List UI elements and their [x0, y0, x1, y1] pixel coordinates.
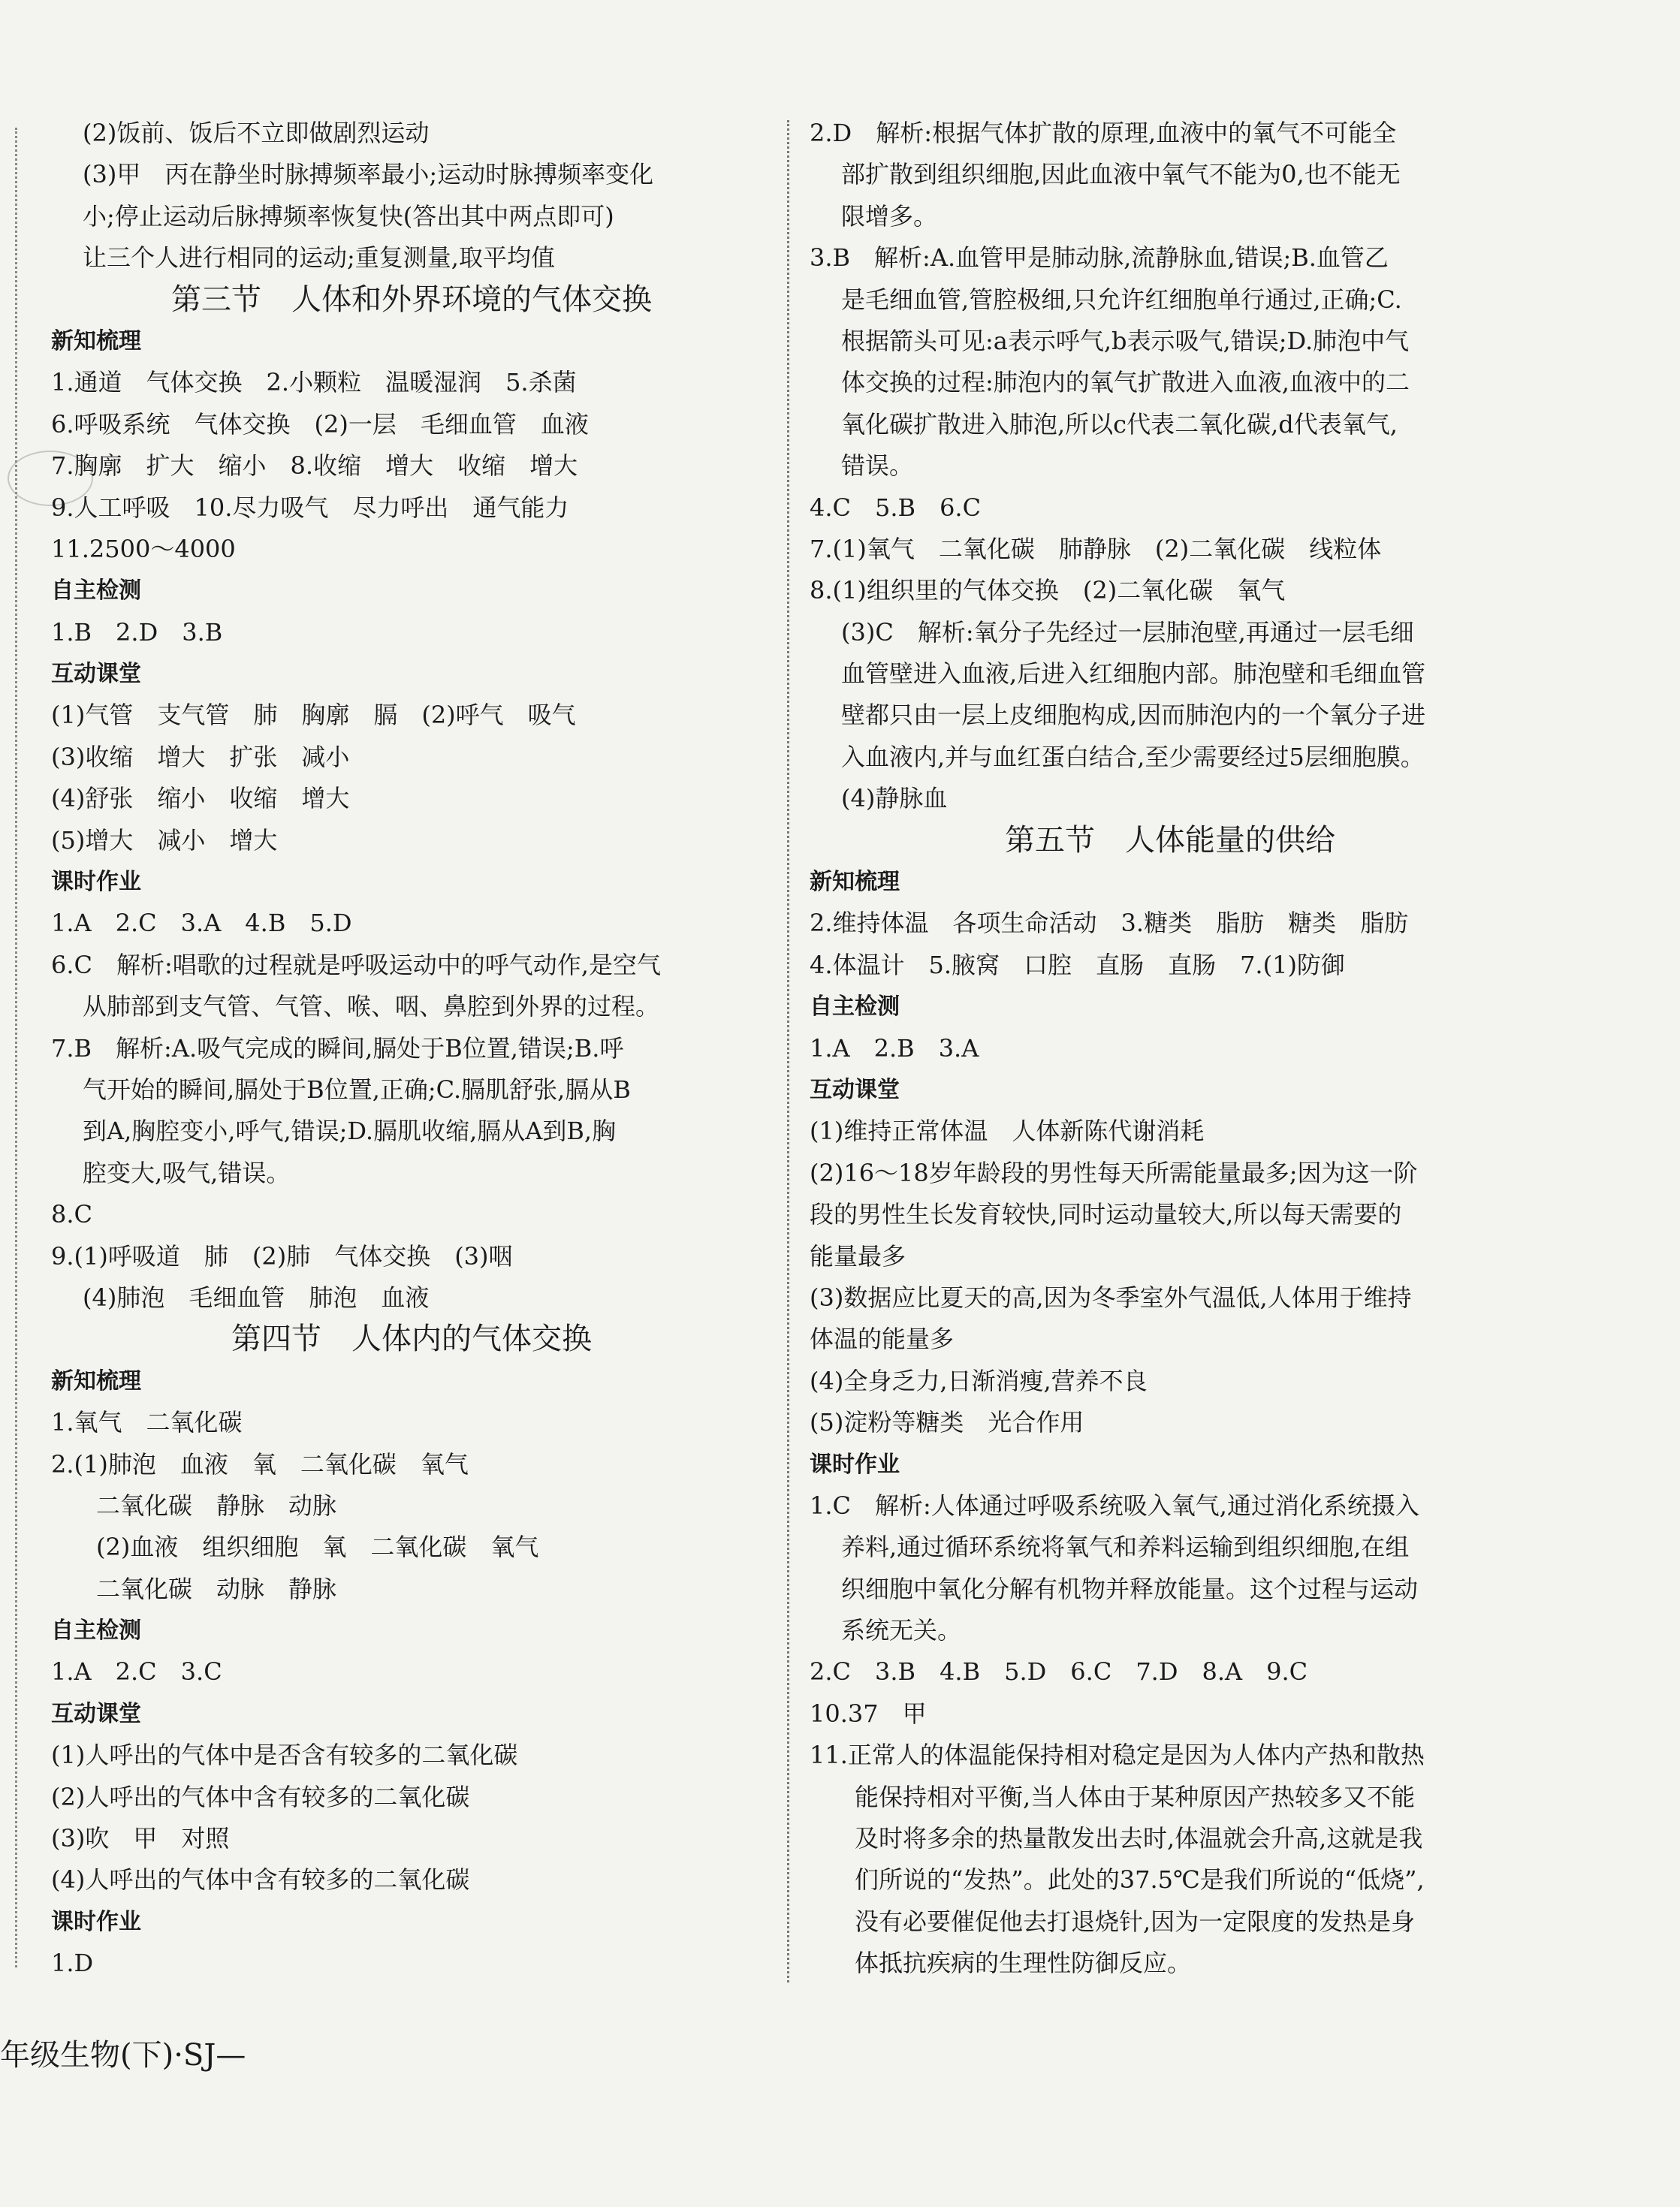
text-line: 到A,胸腔变小,呼气,错误;D.膈肌收缩,膈从A到B,胸 [83, 1117, 617, 1146]
text-line: 4.C 5.B 6.C [810, 493, 982, 522]
text-line: 9.(1)呼吸道 肺 (2)肺 气体交换 (3)咽 [51, 1241, 513, 1271]
text-line: 壁都只由一层上皮细胞构成,因而肺泡内的一个氧分子进 [841, 701, 1426, 730]
text-line: 1.C 解析:人体通过呼吸系统吸入氧气,通过消化系统摄入 [810, 1491, 1419, 1520]
text-line: 没有必要催促他去打退烧针,因为一定限度的发热是身 [855, 1907, 1416, 1936]
text-line: 入血液内,并与血红蛋白结合,至少需要经过5层细胞膜。 [841, 742, 1425, 771]
text-line: 2.维持体温 各项生命活动 3.糖类 脂肪 糖类 脂肪 [810, 909, 1409, 938]
text-line: 3.B 解析:A.血管甲是肺动脉,流静脉血,错误;B.血管乙 [810, 243, 1389, 273]
left-column [51, 113, 772, 1985]
text-line: 能量最多 [810, 1241, 906, 1271]
text-line: 及时将多余的热量散发出去时,体温就会升高,这就是我 [855, 1824, 1423, 1853]
text-line: 6.呼吸系统 气体交换 (2)一层 毛细血管 血液 [51, 409, 589, 439]
text-line: (3)收缩 增大 扩张 减小 [51, 742, 350, 771]
text-line: 气开始的瞬间,膈处于B位置,正确;C.膈肌舒张,膈从B [83, 1075, 631, 1104]
text-line: 血管壁进入血液,后进入红细胞内部。肺泡壁和毛细血管 [841, 659, 1426, 689]
section-heading: 互动课堂 [51, 1700, 141, 1727]
text-line: 小;停止运动后脉搏频率恢复快(答出其中两点即可) [83, 201, 614, 231]
text-line: 体抵抗疾病的生理性防御反应。 [855, 1949, 1192, 1978]
text-line: 7.胸廓 扩大 缩小 8.收缩 增大 收缩 增大 [51, 451, 578, 481]
page-footer: 年级生物(下)·SJ— [0, 2038, 246, 2073]
text-line: 4.体温计 5.腋窝 口腔 直肠 直肠 7.(1)防御 [810, 950, 1345, 979]
text-line: 1.D [51, 1949, 94, 1978]
text-line: 段的男性生长发育较快,同时运动量较大,所以每天需要的 [810, 1200, 1402, 1229]
column-divider [787, 120, 789, 1982]
text-line: 8.(1)组织里的气体交换 (2)二氧化碳 氧气 [810, 576, 1286, 605]
section-heading: 互动课堂 [810, 1076, 900, 1103]
text-line: 根据箭头可见:a表示呼气,b表示吸气,错误;D.肺泡中气 [841, 326, 1410, 355]
text-line: (4)舒张 缩小 收缩 增大 [51, 784, 350, 813]
text-line: 11.正常人的体温能保持相对稳定是因为人体内产热和散热 [810, 1741, 1425, 1770]
right-column [810, 113, 1531, 1985]
text-line: 1.氧气 二氧化碳 [51, 1408, 243, 1437]
text-line: 7.(1)氧气 二氧化碳 肺静脉 (2)二氧化碳 线粒体 [810, 534, 1382, 563]
text-line: 7.B 解析:A.吸气完成的瞬间,膈处于B位置,错误;B.呼 [51, 1033, 624, 1063]
text-line: (4)静脉血 [841, 784, 948, 813]
section-heading: 课时作业 [51, 869, 141, 896]
section-heading: 新知梳理 [51, 1367, 141, 1394]
text-line: 限增多。 [841, 201, 938, 231]
text-line: 1.A 2.C 3.A 4.B 5.D [51, 909, 352, 938]
section-heading: 课时作业 [810, 1451, 900, 1478]
text-line: 11.2500～4000 [51, 534, 236, 563]
text-line: 6.C 解析:唱歌的过程就是呼吸运动中的呼气动作,是空气 [51, 950, 661, 979]
text-line: 10.37 甲 [810, 1699, 927, 1728]
text-line: (4)人呼出的气体中含有较多的二氧化碳 [51, 1865, 470, 1895]
section-heading: 互动课堂 [51, 661, 141, 688]
text-line: 2.(1)肺泡 血液 氧 二氧化碳 氧气 [51, 1449, 469, 1479]
text-line: (1)维持正常体温 人体新陈代谢消耗 [810, 1117, 1205, 1146]
text-line: 二氧化碳 动脉 静脉 [96, 1574, 337, 1603]
text-line: (3)C 解析:氧分子先经过一层肺泡壁,再通过一层毛细 [841, 617, 1414, 647]
section-heading: 自主检测 [810, 993, 900, 1021]
text-line: 养料,通过循环系统将氧气和养料运输到组织细胞,在组 [841, 1533, 1410, 1562]
text-line: (5)增大 减小 增大 [51, 825, 278, 855]
text-line: 1.A 2.C 3.C [51, 1657, 222, 1687]
text-line: 2.D 解析:根据气体扩散的原理,血液中的氧气不可能全 [810, 119, 1397, 147]
text-line: (3)吹 甲 对照 [51, 1824, 230, 1853]
text-line: (2)16～18岁年龄段的男性每天所需能量最多;因为这一阶 [810, 1158, 1418, 1187]
chapter-title: 第五节 人体能量的供给 [1005, 822, 1335, 858]
text-line: 二氧化碳 静脉 动脉 [96, 1491, 337, 1520]
text-line: (2)人呼出的气体中含有较多的二氧化碳 [51, 1782, 470, 1811]
text-line: (5)淀粉等糖类 光合作用 [810, 1408, 1084, 1437]
text-line: 从肺部到支气管、气管、喉、咽、鼻腔到外界的过程。 [83, 992, 660, 1021]
text-line: 腔变大,吸气,错误。 [83, 1158, 291, 1187]
chapter-title: 第四节 人体内的气体交换 [231, 1322, 592, 1357]
text-line: 是毛细血管,管腔极细,只允许红细胞单行通过,正确;C. [841, 285, 1402, 314]
text-line: 织细胞中氧化分解有机物并释放能量。这个过程与运动 [841, 1574, 1419, 1603]
text-line: (3)数据应比夏天的高,因为冬季室外气温低,人体用于维持 [810, 1283, 1412, 1312]
section-heading: 新知梳理 [51, 327, 141, 354]
section-heading: 自主检测 [51, 1618, 141, 1645]
section-heading: 新知梳理 [810, 869, 900, 896]
text-line: (1)气管 支气管 肺 胸廓 膈 (2)呼气 吸气 [51, 701, 576, 730]
text-line: 9.人工呼吸 10.尽力吸气 尽力呼出 通气能力 [51, 493, 569, 522]
text-line: 体交换的过程:肺泡内的氧气扩散进入血液,血液中的二 [841, 368, 1410, 397]
section-heading: 自主检测 [51, 577, 141, 605]
text-line: (3)甲 丙在静坐时脉搏频率最小;运动时脉搏频率变化 [83, 160, 654, 189]
text-line: 能保持相对平衡,当人体由于某种原因产热较多又不能 [855, 1782, 1416, 1811]
text-line: 部扩散到组织细胞,因此血液中氧气不能为0,也不能无 [841, 160, 1401, 189]
text-line: (2)饭前、饭后不立即做剧烈运动 [83, 119, 430, 147]
text-line: 1.A 2.B 3.A [810, 1033, 979, 1063]
left-margin-rule [15, 128, 17, 1967]
section-heading: 课时作业 [51, 1908, 141, 1935]
text-line: 1.B 2.D 3.B [51, 617, 223, 647]
text-line: 们所说的“发热”。此处的37.5℃是我们所说的“低烧”, [855, 1865, 1425, 1895]
text-line: (4)全身乏力,日渐消瘦,营养不良 [810, 1366, 1148, 1395]
text-line: 错误。 [841, 451, 914, 481]
text-line: (1)人呼出的气体中是否含有较多的二氧化碳 [51, 1741, 518, 1770]
text-line: 让三个人进行相同的运动;重复测量,取平均值 [83, 243, 555, 273]
text-line: 1.通道 气体交换 2.小颗粒 温暖湿润 5.杀菌 [51, 368, 577, 397]
text-line: 体温的能量多 [810, 1325, 955, 1354]
text-line: 氧化碳扩散进入肺泡,所以c代表二氧化碳,d代表氧气, [841, 409, 1398, 439]
chapter-title: 第三节 人体和外界环境的气体交换 [171, 282, 652, 317]
text-line: 系统无关。 [841, 1616, 962, 1645]
text-line: (2)血液 组织细胞 氧 二氧化碳 氧气 [96, 1533, 539, 1562]
text-line: (4)肺泡 毛细血管 肺泡 血液 [83, 1283, 430, 1312]
text-line: 2.C 3.B 4.B 5.D 6.C 7.D 8.A 9.C [810, 1657, 1308, 1687]
text-line: 8.C [51, 1200, 93, 1229]
